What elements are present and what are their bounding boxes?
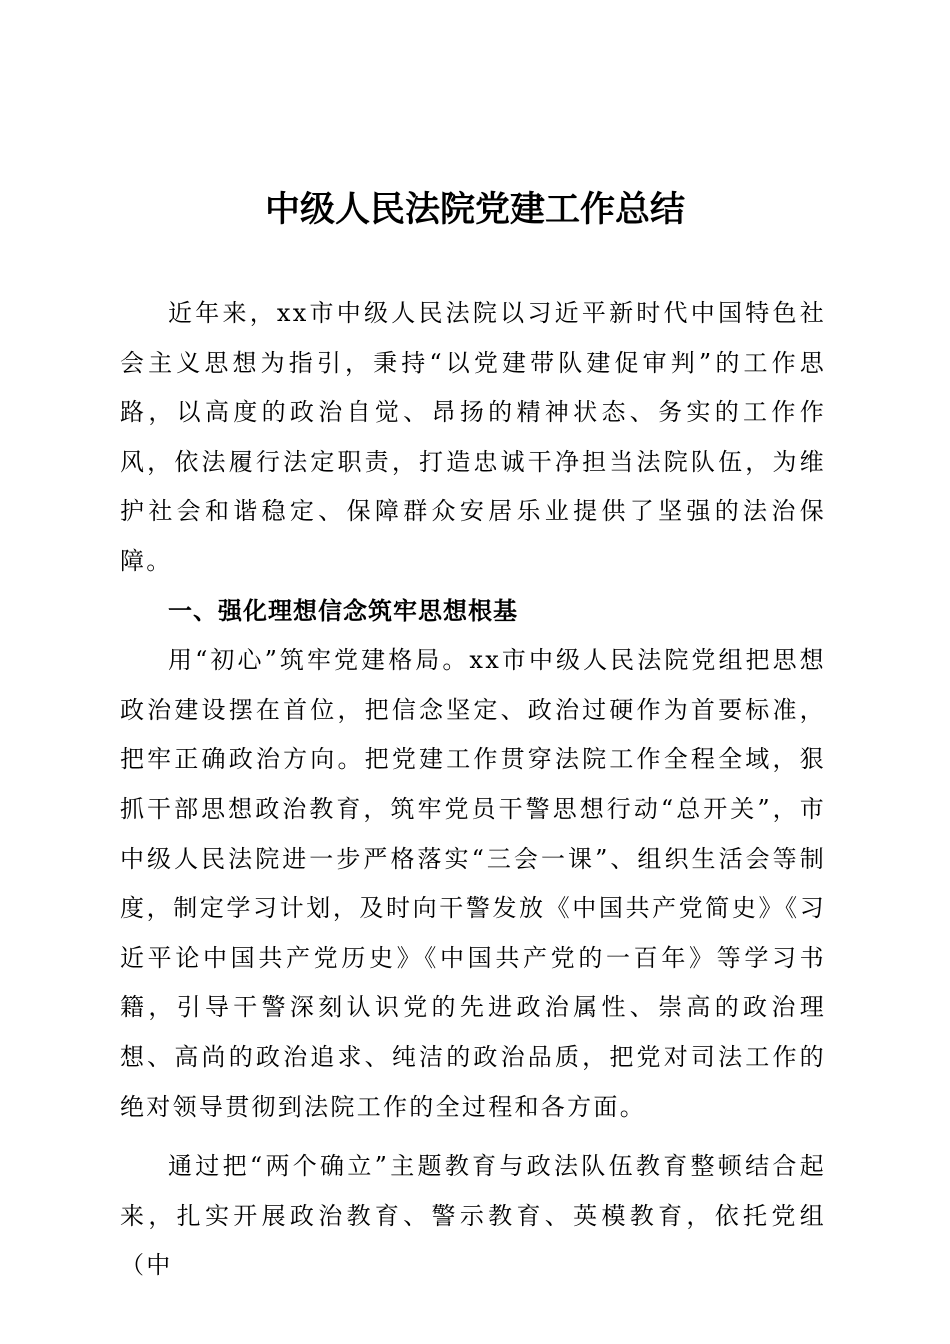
intro-paragraph: 近年来，xx市中级人民法院以习近平新时代中国特色社会主义思想为指引，秉持“以党建带队建促审判”的工作思路，以高度的政治自觉、昂扬的精神状态、务实的工作作风，依法履行法定职责，打造忠诚干净担当法院队伍，为维护社会和谐稳定、保障群众安居乐业提供了坚强的法治保障。 xyxy=(120,299,826,575)
section-paragraph: 用“初心”筑牢党建格局。xx市中级人民法院党组把思想政治建设摆在首位，把信念坚定、政治过硬作为首要标准，把牢正确政治方向。把党建工作贯穿法院工作全程全域，狠抓干部思想政治教育，筑牢党员干警思想行动“总开关”，市中级人民法院进一步严格落实“三会一课”、组织生活会等制度，制定学习计划，及时向干警发放《中国共产党简史》《习近平论中国共产党历史》《中国共产党的一百年》等学习书籍，引导干警深刻认识党的先进政治属性、崇高的政治理想、高尚的政治追求、纯洁的政治品质，把党对司法工作的绝对领导贯彻到法院工作的全过程和各方面。 xyxy=(120,646,826,1121)
section-paragraph-continued: 通过把“两个确立”主题教育与政法队伍教育整顿结合起来，扎实开展政治教育、警示教育、英模教育，依托党组（中 xyxy=(120,1152,826,1280)
document-title: 中级人民法院党建工作总结 xyxy=(264,189,685,230)
document-body xyxy=(120,289,826,1291)
section-heading: 一、强化理想信念筑牢思想根基 xyxy=(168,596,518,625)
